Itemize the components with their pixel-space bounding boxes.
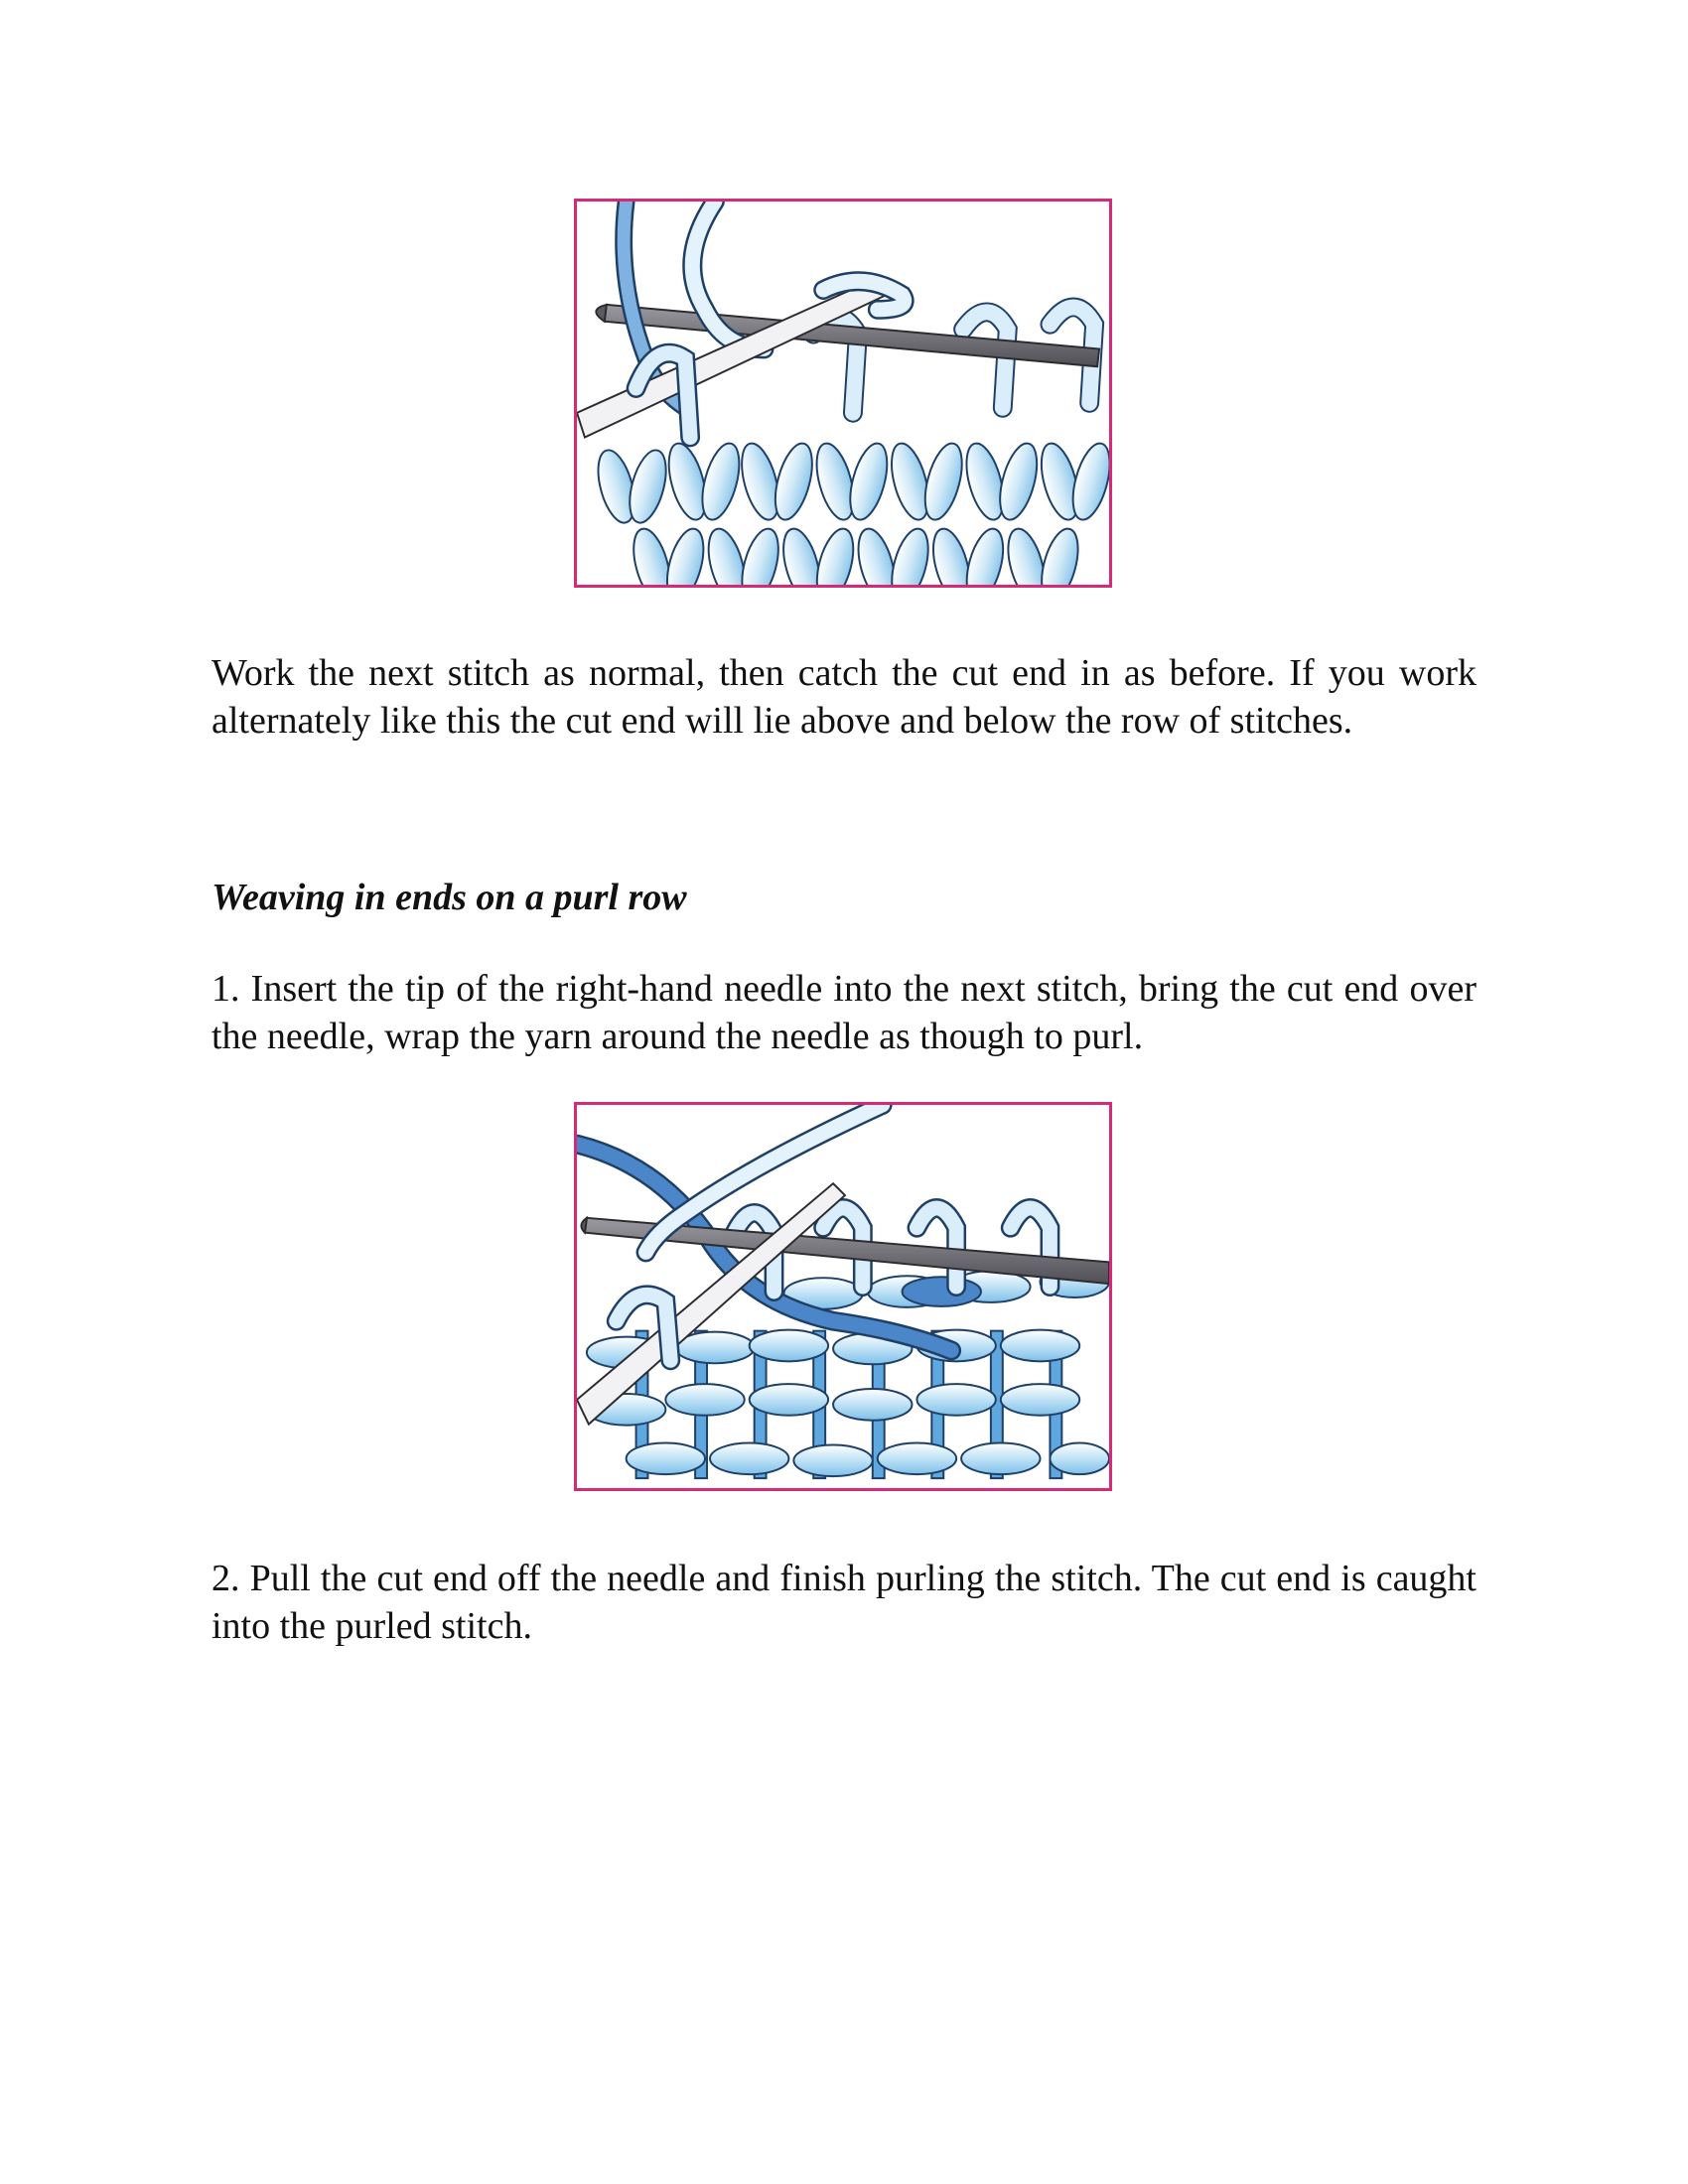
section-heading: Weaving in ends on a purl row — [211, 877, 687, 918]
purl-row-drawing — [577, 1105, 1109, 1488]
intro-paragraph: Work the next stitch as normal, then catch the cut end in as before. If you work alternately like this the cut end will lie above and below the row of stitches. — [211, 652, 1477, 742]
step-1-paragraph: 1. Insert the tip of the right-hand needle into the next stitch, bring the cut end over the needle, wrap the yarn around the needle as though to purl. — [211, 968, 1477, 1057]
knit-row-illustration — [574, 199, 1112, 588]
knit-row-drawing — [577, 202, 1109, 585]
step-2-paragraph: 2. Pull the cut end off the needle and finish purling the stitch. The cut end is caught into the purled stitch. — [211, 1558, 1477, 1647]
purl-row-illustration — [574, 1102, 1112, 1491]
